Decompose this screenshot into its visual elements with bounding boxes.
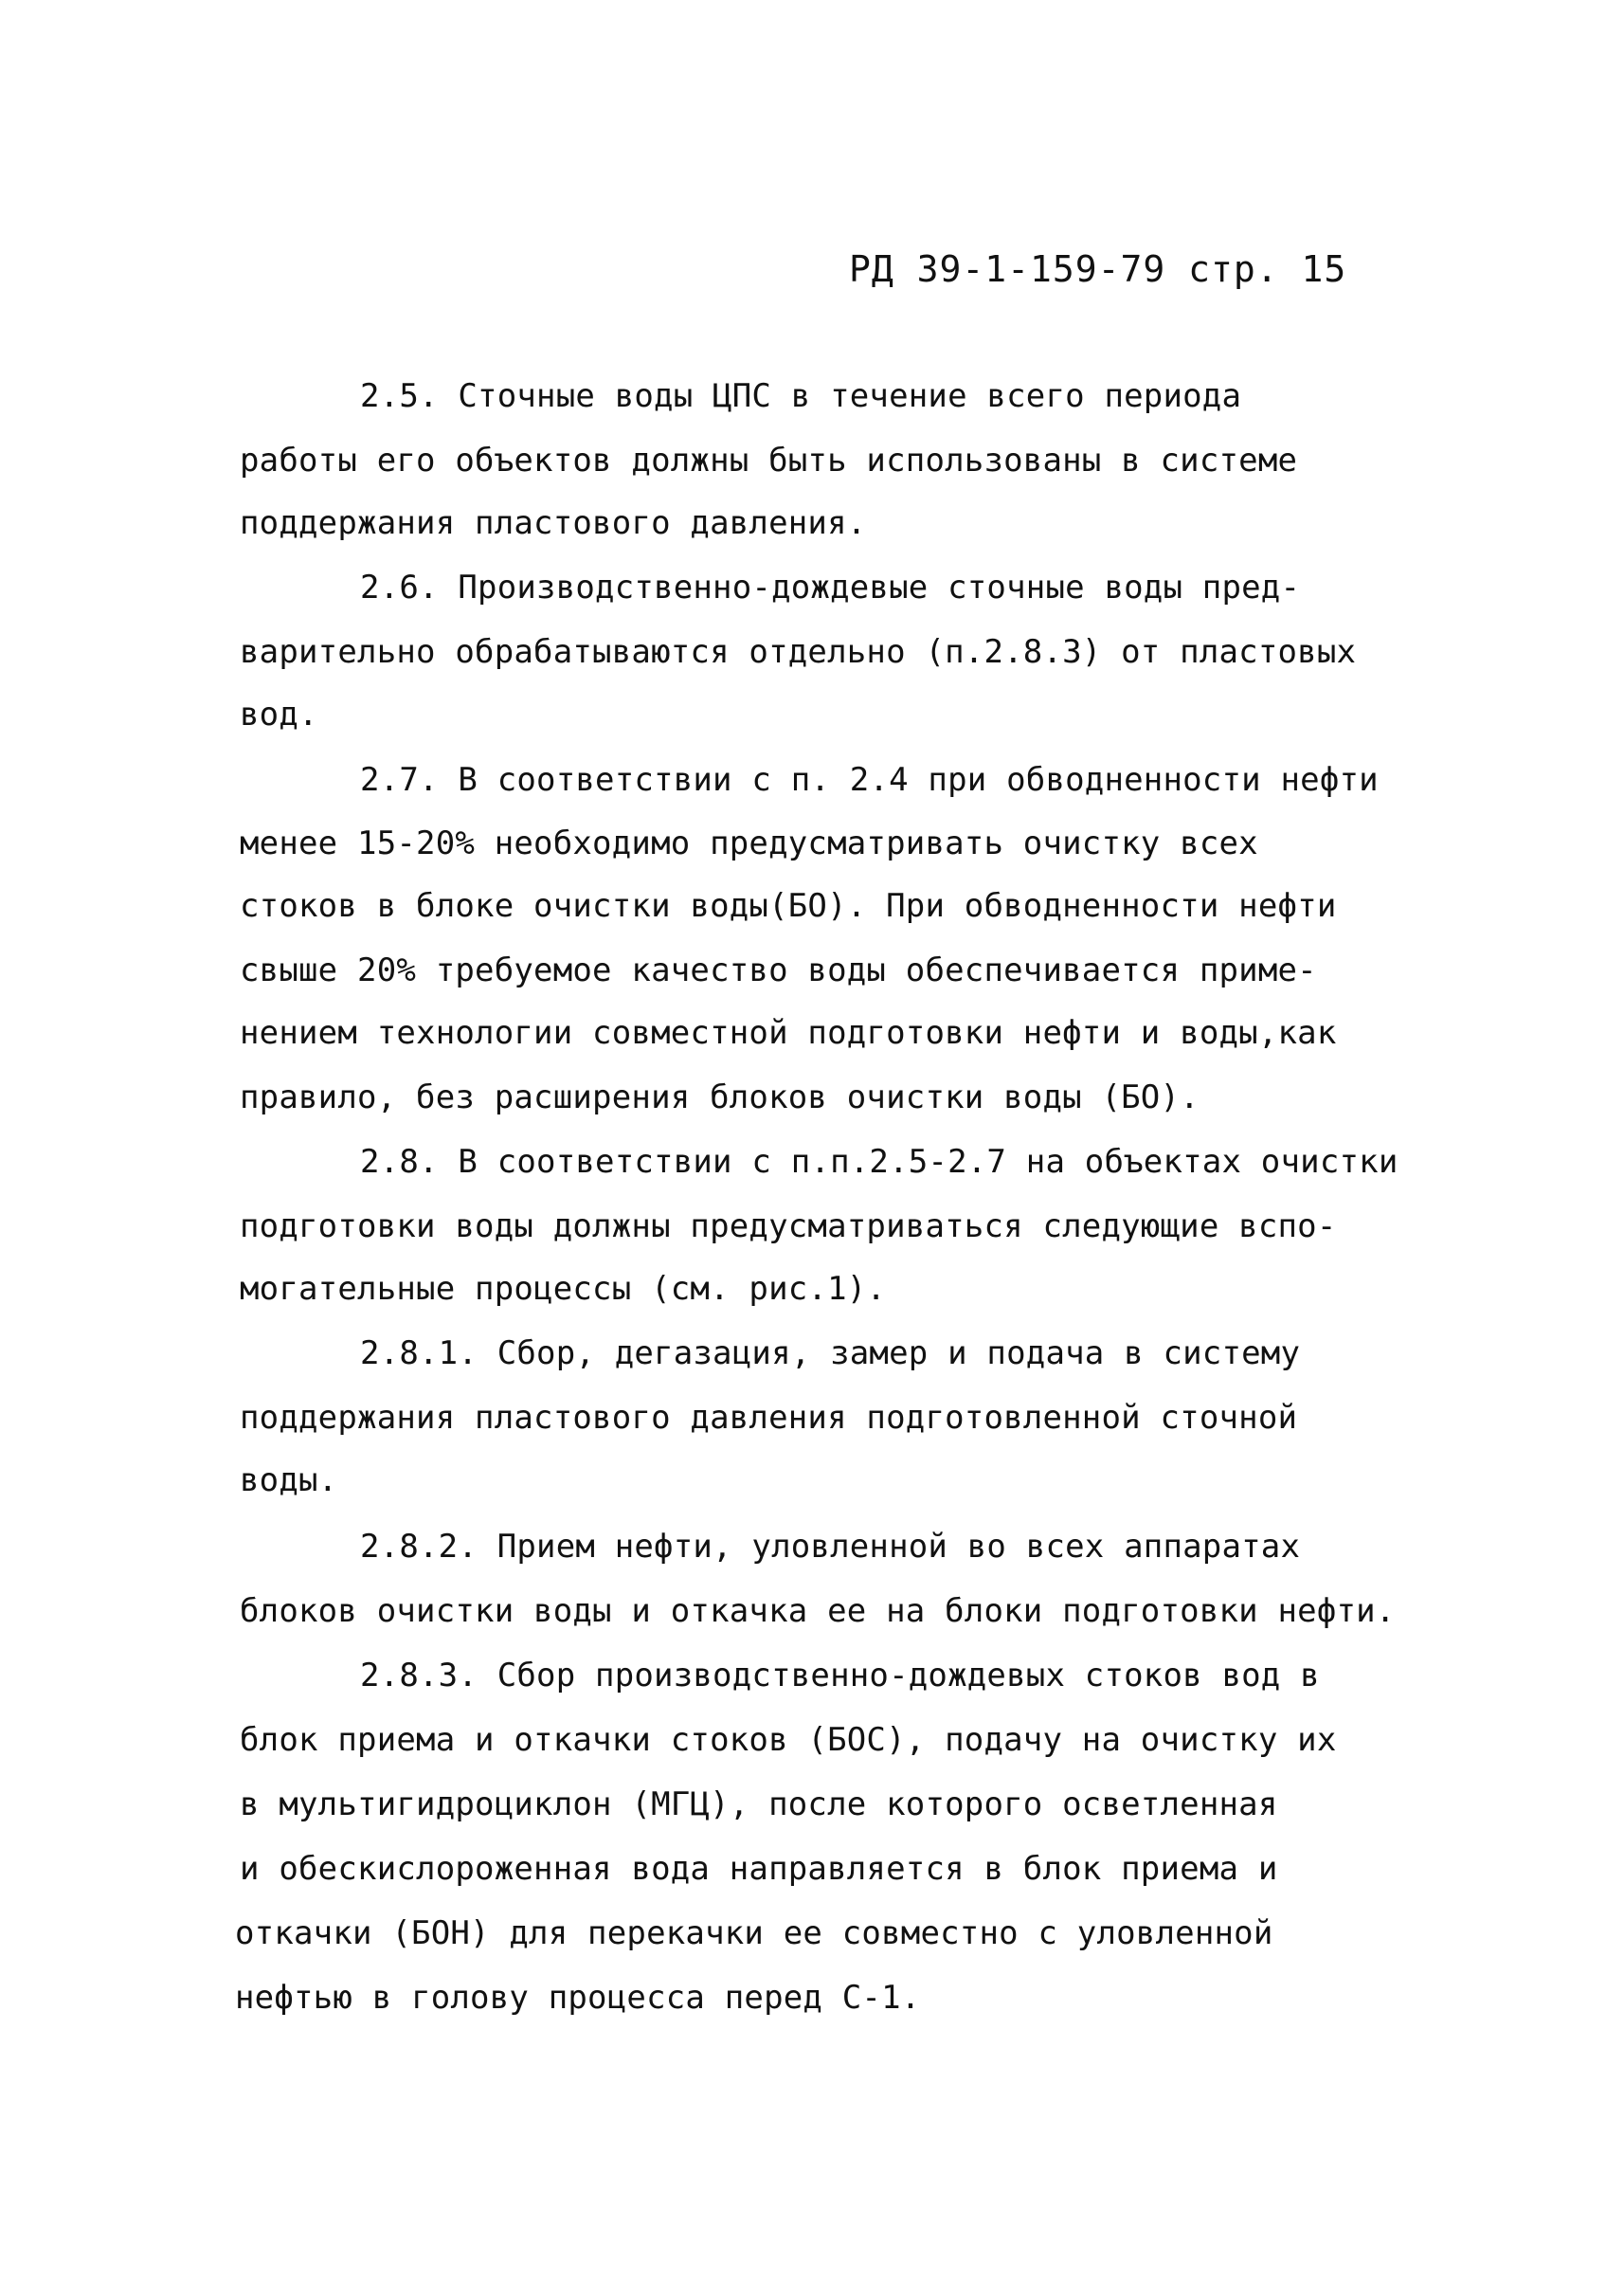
text-line: откачки (БОН) для перекачки ее совместно с уловленной: [235, 1914, 1273, 1952]
text-line: правило, без расширения блоков очистки воды (БО).: [240, 1078, 1200, 1116]
text-line: свыше 20% требуемое качество воды обеспечивается приме-: [240, 951, 1317, 989]
text-line: 2.7. В соответствии с п. 2.4 при обводненности нефти: [360, 761, 1379, 799]
text-line: в мультигидроциклон (МГЦ), после которого осветленная: [240, 1785, 1278, 1823]
text-line: нефтью в голову процесса перед С-1.: [235, 1979, 921, 2017]
page-header: РД 39-1-159-79 стр. 15: [849, 248, 1347, 290]
text-line: 2.8.1. Сбор, дегазация, замер и подача в систему: [360, 1334, 1301, 1372]
text-line: 2.8.3. Сбор производственно-дождевых стоков вод в: [360, 1657, 1320, 1694]
text-line: работы его объектов должны быть использованы в системе: [240, 442, 1298, 480]
text-line: и обескислороженная вода направляется в блок приема и: [240, 1850, 1278, 1888]
text-line: воды.: [240, 1461, 338, 1499]
text-line: нением технологии совместной подготовки нефти и воды,как: [240, 1014, 1337, 1052]
text-line: 2.6. Производственно-дождевые сточные воды пред-: [360, 569, 1301, 607]
text-line: менее 15-20% необходимо предусматривать очистку всех: [240, 824, 1258, 862]
text-line: 2.8. В соответствии с п.п.2.5-2.7 на объектах очистки: [360, 1143, 1398, 1181]
text-line: поддержания пластового давления.: [240, 504, 867, 542]
text-line: блоков очистки воды и откачка ее на блоки подготовки нефти.: [240, 1592, 1396, 1630]
text-line: варительно обрабатываются отдельно (п.2.8.3) от пластовых: [240, 633, 1357, 671]
text-line: вод.: [240, 696, 318, 734]
text-line: 2.5. Сточные воды ЦПС в течение всего периода: [360, 377, 1242, 415]
text-line: 2.8.2. Прием нефти, уловленной во всех аппаратах: [360, 1528, 1301, 1566]
text-line: поддержания пластового давления подготовленной сточной: [240, 1399, 1298, 1437]
text-line: могательные процессы (см. рис.1).: [240, 1270, 887, 1308]
text-line: стоков в блоке очистки воды(БО). При обводненности нефти: [240, 887, 1337, 925]
text-line: подготовки воды должны предусматриваться следующие вспо-: [240, 1207, 1337, 1245]
text-line: блок приема и откачки стоков (БОС), подачу на очистку их: [240, 1721, 1337, 1759]
